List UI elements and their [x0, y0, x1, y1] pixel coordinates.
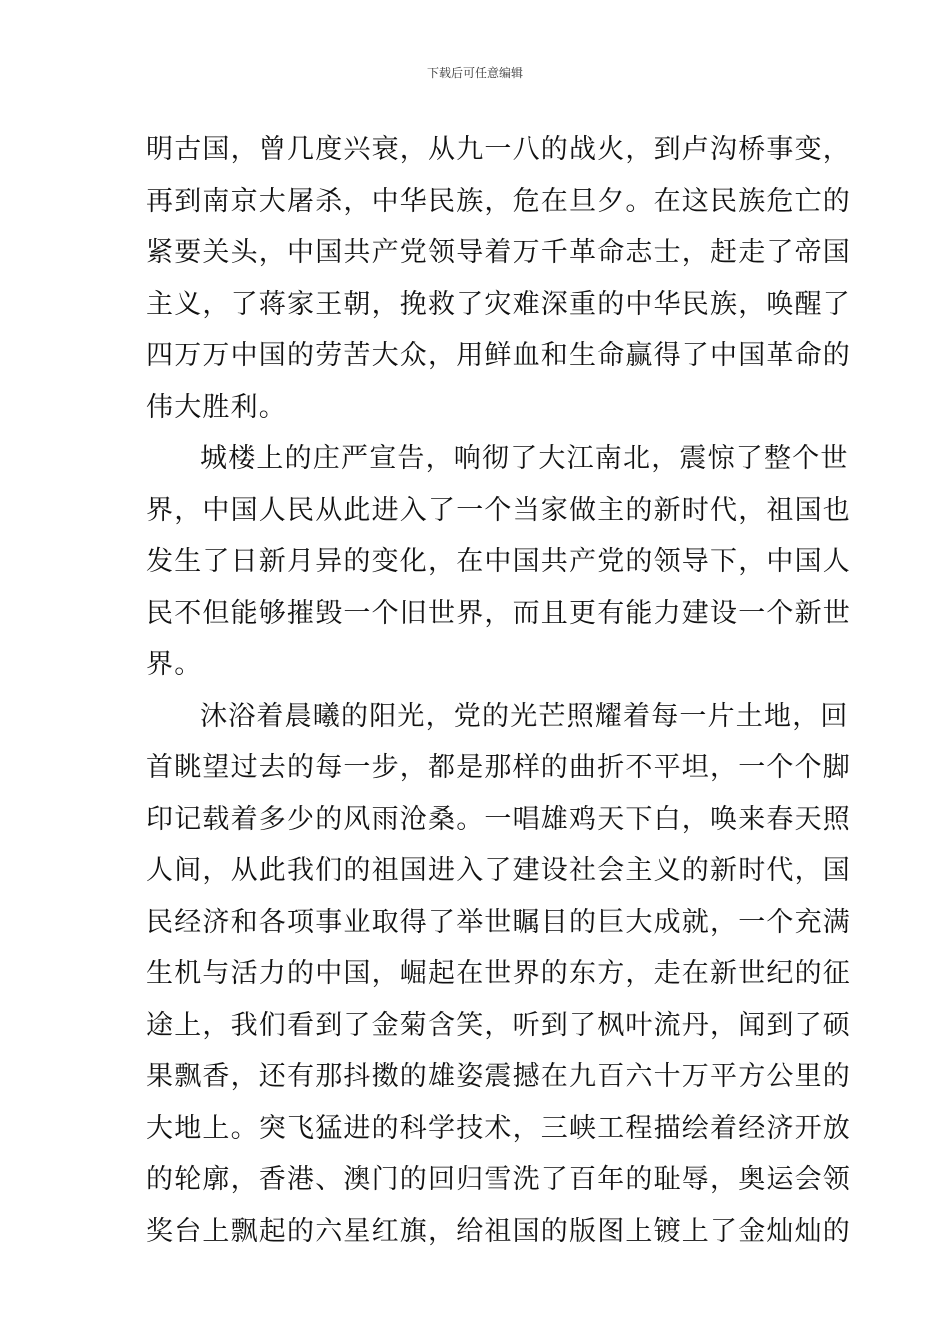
- text-line: 界。: [146, 649, 203, 680]
- text-line: 沐浴着晨曦的阳光，党的光芒照耀着每一片土地，回: [200, 700, 849, 732]
- text-line: 民不但能够摧毁一个旧世界，而且更有能力建设一个新世: [146, 597, 851, 629]
- paragraph-3: [146, 691, 851, 1258]
- text-line: 大地上。突飞猛进的科学技术，三峡工程描绘着经济开放: [146, 1112, 851, 1144]
- text-line: 城楼上的庄严宣告，响彻了大江南北，震惊了整个世: [200, 443, 849, 474]
- text-line: 印记载着多少的风雨沧桑。一唱雄鸡天下白，唤来春天照: [146, 803, 851, 835]
- text-line: 人间，从此我们的祖国进入了建设社会主义的新时代，国: [146, 855, 851, 886]
- text-line: 明古国，曾几度兴衰，从九一八的战火，到卢沟桥事变，: [146, 134, 851, 165]
- text-line: 界，中国人民从此进入了一个当家做主的新时代，祖国也: [146, 494, 851, 526]
- text-line: 伟大胜利。: [146, 391, 287, 423]
- text-line: 生机与活力的中国，崛起在世界的东方，走在新世纪的征: [146, 958, 851, 989]
- paragraph-1: [146, 124, 851, 433]
- text-line: 民经济和各项事业取得了举世瞩目的巨大成就，一个充满: [146, 906, 851, 938]
- text-line: 再到南京大屠杀，中华民族，危在旦夕。在这民族危亡的: [146, 185, 851, 217]
- text-line: 途上，我们看到了金菊含笑，听到了枫叶流丹，闻到了硕: [146, 1009, 851, 1041]
- text-line: 四万万中国的劳苦大众，用鲜血和生命赢得了中国革命的: [146, 340, 851, 371]
- text-line: 奖台上飘起的六星红旗，给祖国的版图上镀上了金灿灿的: [146, 1215, 851, 1247]
- text-line: 的轮廓，香港、澳门的回归雪洗了百年的耻辱，奥运会领: [146, 1164, 851, 1195]
- page-header: 下载后可任意编辑: [426, 66, 523, 80]
- document-body: [146, 124, 851, 1257]
- text-line: 首眺望过去的每一步，都是那样的曲折不平坦，一个个脚: [146, 752, 851, 783]
- text-line: 果飘香，还有那抖擞的雄姿震撼在九百六十万平方公里的: [146, 1061, 851, 1092]
- text-line: 主义，了蒋家王朝，挽救了灾难深重的中华民族，唤醒了: [146, 288, 851, 320]
- text-line: 发生了日新月异的变化，在中国共产党的领导下，中国人: [146, 546, 851, 577]
- text-line: 紧要关头，中国共产党领导着万千革命志士，赶走了帝国: [146, 237, 851, 268]
- paragraph-2: [146, 433, 851, 691]
